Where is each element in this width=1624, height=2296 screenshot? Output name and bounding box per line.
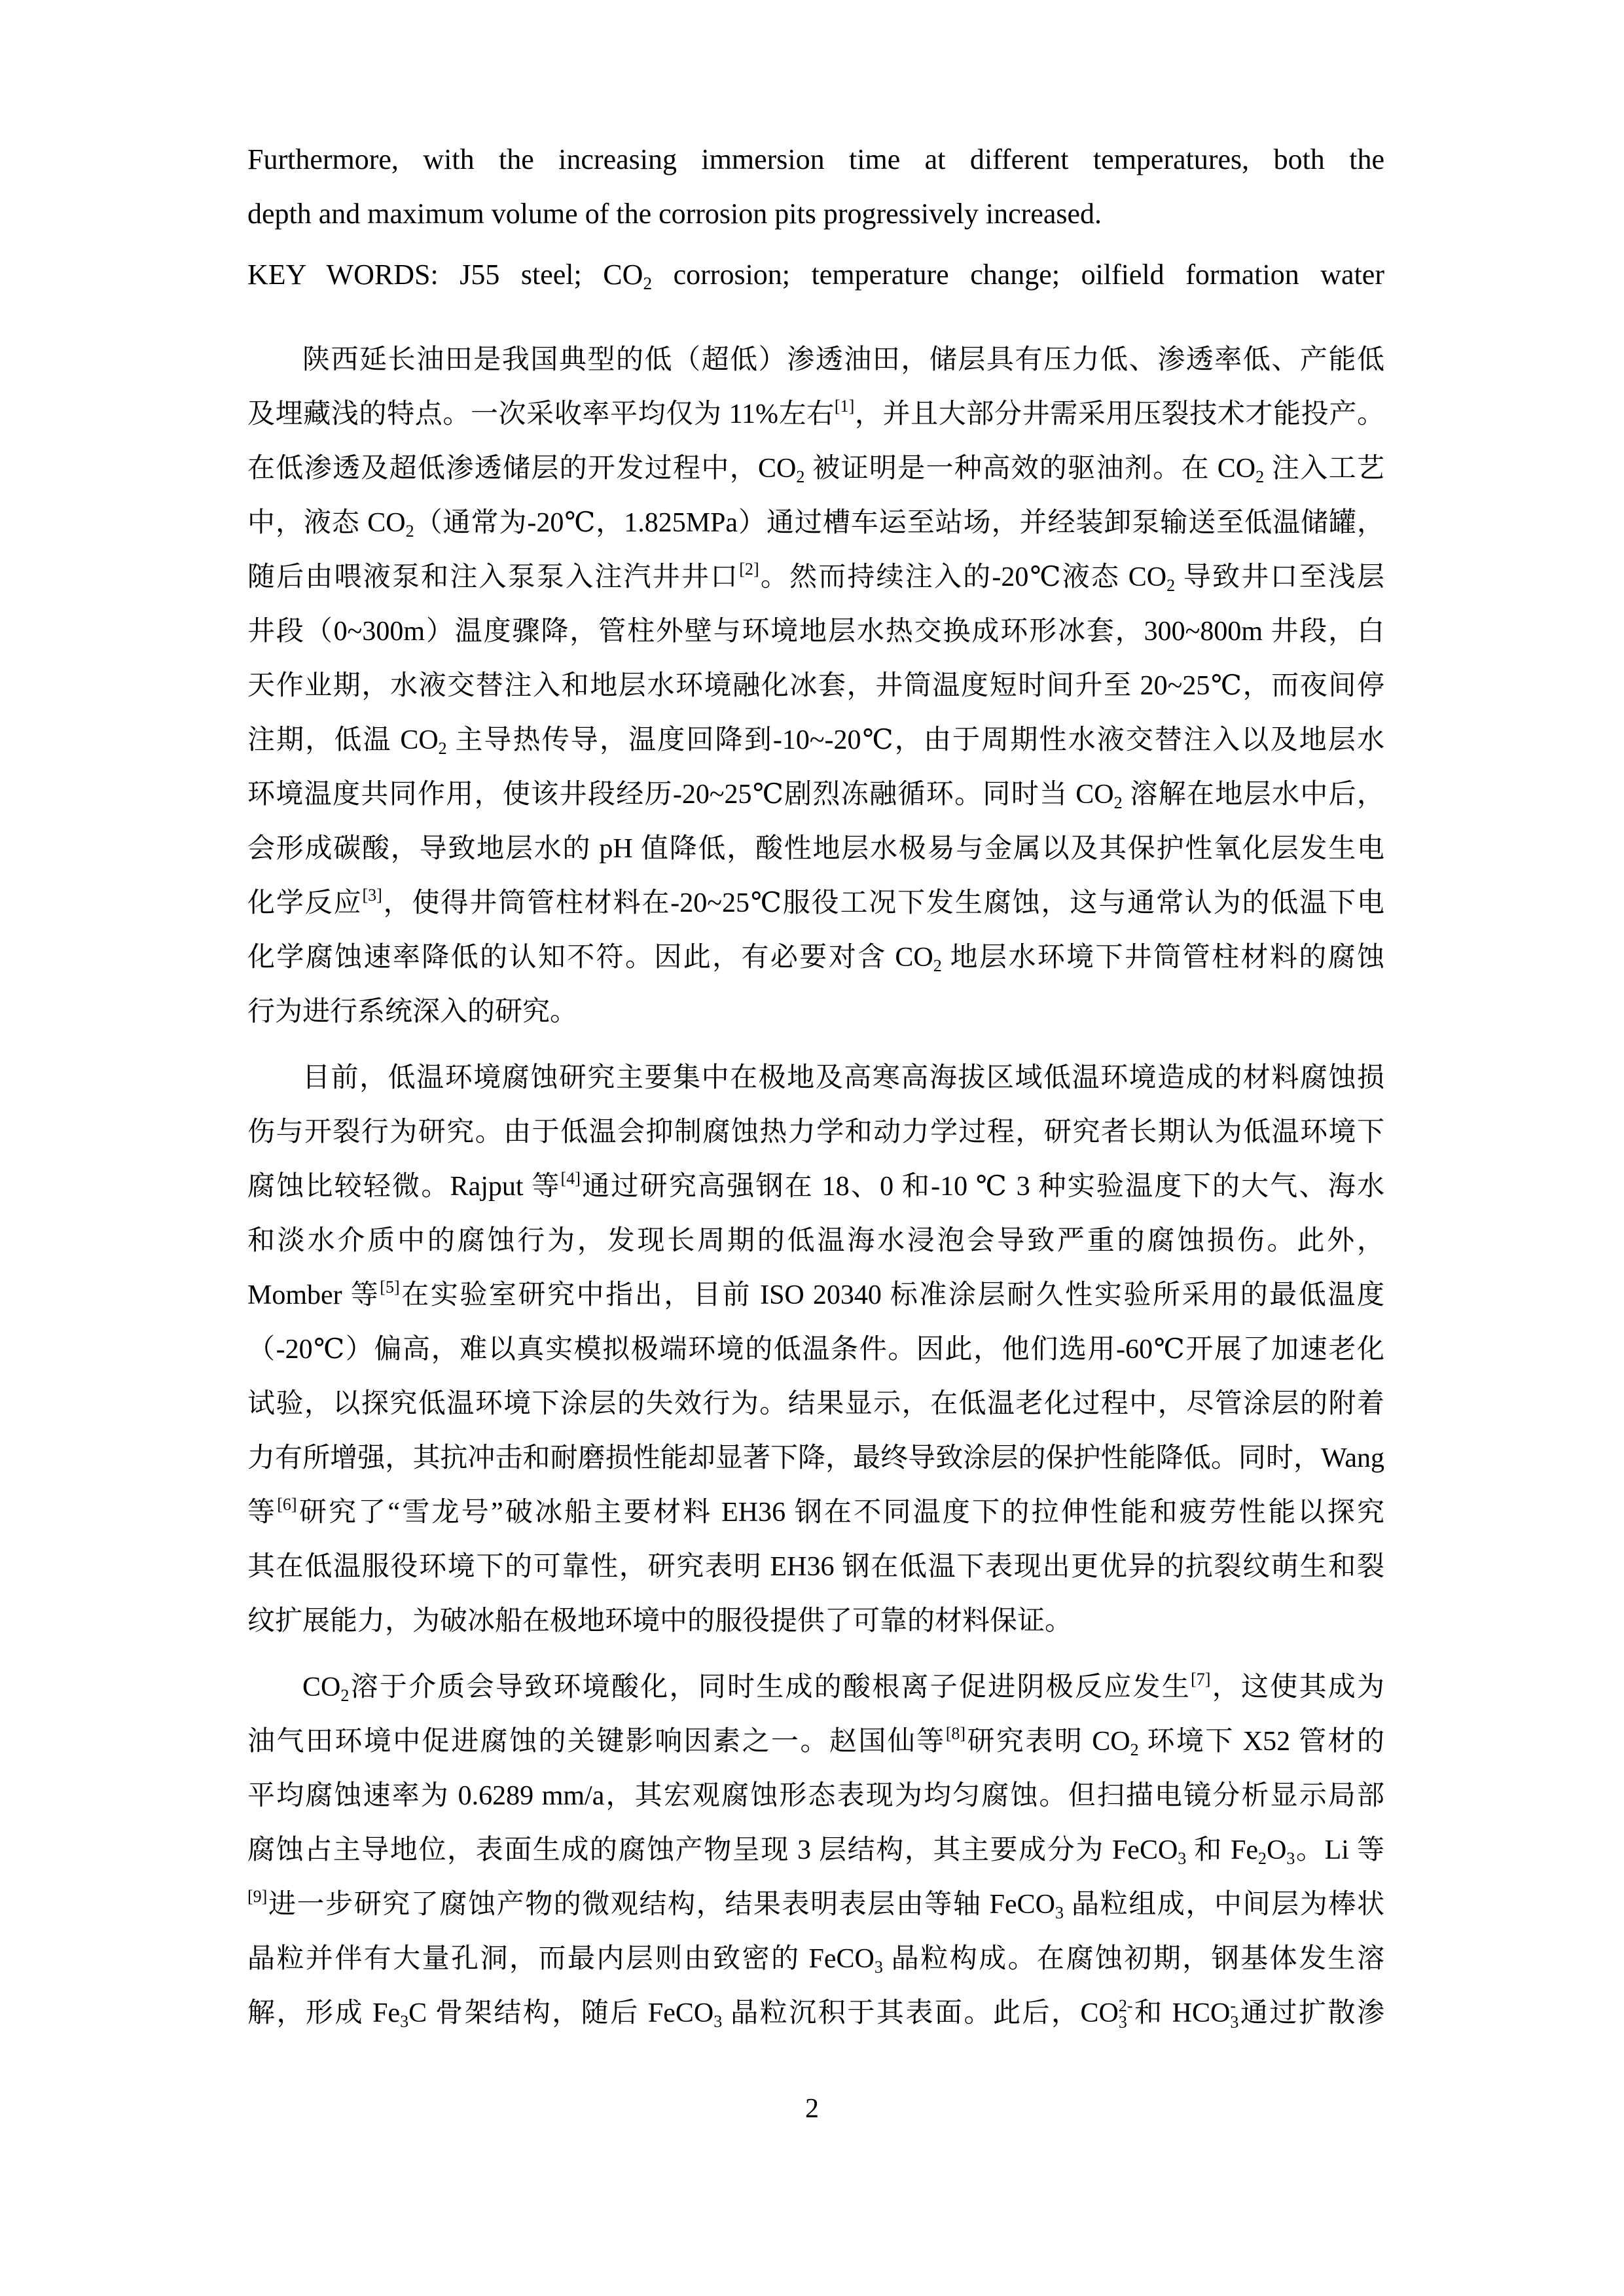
text-run: 被证明是一种高效的驱油剂。在 CO xyxy=(804,454,1256,484)
text-line xyxy=(247,1323,1384,1377)
text-run: CO xyxy=(302,1672,341,1702)
text-run: 及埋藏浅的特点。一次采收率平均仅为 11%左右 xyxy=(247,399,835,429)
text-run: 腐蚀比较轻微。Rajput 等 xyxy=(247,1172,561,1202)
text-line xyxy=(247,1268,1384,1323)
subscript: 2 xyxy=(796,467,805,486)
text-run: 井段（0~300m）温度骤降，管柱外壁与环境地层水热交换成环形冰套，300~800m 井段，白 xyxy=(247,617,1384,647)
subscript: 3 xyxy=(1286,1848,1295,1868)
text-run: 会形成碳酸，导致地层水的 pH 值降低，酸性地层水极易与金属以及其保护性氧化层发生电 xyxy=(247,834,1384,864)
citation-superscript: [1] xyxy=(834,397,855,416)
text-line xyxy=(247,442,1384,496)
text-run: depth and maximum volume of the corrosion pits progressively increased. xyxy=(247,198,1102,230)
text-run: ，这使其成为 xyxy=(1210,1672,1384,1702)
text-run: 。然而持续注入的-20℃液态 CO xyxy=(759,562,1167,592)
text-line xyxy=(247,496,1384,550)
superscript: - xyxy=(1230,1996,1236,2016)
text-run: 油气田环境中促进腐蚀的关键影响因素之一。赵国仙等 xyxy=(247,1727,946,1757)
text-line xyxy=(247,931,1384,985)
text-run: 腐蚀占主导地位，表面生成的腐蚀产物呈现 3 层结构，其主要成分为 FeCO xyxy=(247,1835,1178,1865)
citation-superscript: [7] xyxy=(1191,1670,1211,1689)
subscript: 2 xyxy=(1255,467,1265,486)
text-run: KEY WORDS: J55 steel; CO xyxy=(247,259,643,291)
citation-superscript: [8] xyxy=(945,1724,966,1744)
text-line xyxy=(247,1486,1384,1540)
text-run: 在实验室研究中指出，目前 ISO 20340 标准涂层耐久性实验所采用的最低温度 xyxy=(399,1280,1384,1310)
text-run: 陕西延长油田是我国典型的低（超低）渗透油田，储层具有压力低、渗透率低、产能低 xyxy=(302,345,1384,375)
subscript: 2 xyxy=(405,521,414,541)
subscript: 3 xyxy=(1230,2013,1239,2032)
citation-superscript: [9] xyxy=(247,1887,268,1907)
text-run: 晶粒并伴有大量孔洞，而最内层则由致密的 FeCO xyxy=(247,1944,875,1974)
text-line xyxy=(247,247,1384,302)
text-run: 行为进行系统深入的研究。 xyxy=(247,997,578,1027)
text-line xyxy=(247,1105,1384,1160)
subscript: 2 xyxy=(1113,793,1123,812)
subscript: 2 xyxy=(643,274,653,294)
citation-superscript: [5] xyxy=(380,1278,400,1297)
text-line xyxy=(247,1932,1384,1986)
text-line xyxy=(247,1377,1384,1431)
ion-charge-script xyxy=(1119,1998,1133,2030)
text-line xyxy=(247,1660,1384,1715)
text-run: 晶粒沉积于其表面。此后，CO xyxy=(722,1998,1119,2028)
text-run: 研究了“雪龙号”破冰船主要材料 EH36 钢在不同温度下的拉伸性能和疲劳性能以探究 xyxy=(297,1498,1384,1528)
subscript: 2 xyxy=(933,956,942,975)
text-run: 天作业期，水液交替注入和地层水环境融化冰套，井筒温度短时间升至 20~25℃，而夜间停 xyxy=(247,671,1384,701)
text-run: 进一步研究了腐蚀产物的微观结构，结果表明表层由等轴 FeCO xyxy=(267,1890,1056,1920)
superscript: 2- xyxy=(1118,1996,1133,2016)
text-run: 在低渗透及超低渗透储层的开发过程中，CO xyxy=(247,454,797,484)
text-line xyxy=(247,659,1384,713)
subscript: 3 xyxy=(1118,2013,1127,2032)
text-run: 随后由喂液泵和注入泵泵入注汽井井口 xyxy=(247,562,740,592)
body-paragraph xyxy=(247,1051,1384,1649)
citation-superscript: [2] xyxy=(739,560,759,579)
text-run: 溶解在地层水中后， xyxy=(1122,780,1384,810)
text-run: 研究表明 CO xyxy=(965,1727,1130,1757)
text-line xyxy=(247,333,1384,387)
text-line xyxy=(247,187,1384,241)
subscript: 2 xyxy=(1258,1848,1267,1868)
text-line xyxy=(247,1769,1384,1823)
text-line xyxy=(247,1823,1384,1878)
text-run: 纹扩展能力，为破冰船在极地环境中的服役提供了可靠的材料保证。 xyxy=(247,1606,1073,1636)
text-run: 晶粒组成，中间层为棒状 xyxy=(1064,1890,1384,1920)
subscript: 2 xyxy=(1130,1740,1139,1759)
subscript: 3 xyxy=(1178,1848,1187,1868)
text-run: （-20℃）偏高，难以真实模拟极端环境的低温条件。因此，他们选用-60℃开展了加速老化 xyxy=(247,1335,1384,1365)
text-line xyxy=(247,550,1384,605)
text-run: 解，形成 Fe xyxy=(247,1998,401,2028)
subscript: 2 xyxy=(1166,575,1176,595)
text-line xyxy=(247,1540,1384,1594)
text-run: 伤与开裂行为研究。由于低温会抑制腐蚀热力学和动力学过程，研究者长期认为低温环境下 xyxy=(247,1117,1384,1147)
subscript: 2 xyxy=(340,1685,350,1705)
body-paragraph xyxy=(247,1660,1384,2041)
text-run: （通常为-20℃，1.825MPa）通过槽车运至站场，并经装卸泵输送至低温储罐， xyxy=(414,508,1384,538)
body-text xyxy=(247,333,1384,2041)
text-run: 力有所增强，其抗冲击和耐磨损性能却显著下降，最终导致涂层的保护性能降低。同时，Wang xyxy=(247,1443,1384,1473)
text-run: 。Li 等 xyxy=(1295,1835,1384,1865)
text-run: ，使得井筒管柱材料在-20~25℃服役工况下发生腐蚀，这与通常认为的低温下电 xyxy=(382,888,1384,918)
text-run: 通过研究高强钢在 18、0 和-10 ℃ 3 种实验温度下的大气、海水 xyxy=(580,1172,1384,1202)
text-run: Furthermore, with the increasing immersion time at different temperatures, both the xyxy=(247,143,1384,175)
citation-superscript: [3] xyxy=(362,886,382,905)
text-run: corrosion; temperature change; oilfield formation water xyxy=(652,259,1384,291)
text-line xyxy=(247,985,1384,1039)
text-run: 导致井口至浅层 xyxy=(1175,562,1384,592)
text-run: 和淡水介质中的腐蚀行为，发现长周期的低温海水浸泡会导致严重的腐蚀损伤。此外， xyxy=(247,1226,1384,1256)
text-run: 目前，低温环境腐蚀研究主要集中在极地及高寒高海拔区域低温环境造成的材料腐蚀损 xyxy=(302,1063,1384,1093)
text-run: 注期，低温 CO xyxy=(247,725,439,755)
text-run: 主导热传导，温度回降到-10~-20℃，由于周期性水液交替注入以及地层水 xyxy=(446,725,1384,755)
text-line xyxy=(247,132,1384,187)
ion-charge-script xyxy=(1230,1998,1238,2030)
text-run: Momber 等 xyxy=(247,1280,380,1310)
text-line xyxy=(247,1594,1384,1649)
text-run: C 骨架结构，随后 FeCO xyxy=(408,1998,714,2028)
text-run: 中，液态 CO xyxy=(247,508,406,538)
subscript: 3 xyxy=(713,2011,723,2031)
text-line xyxy=(247,1431,1384,1486)
text-line xyxy=(247,768,1384,822)
subscript: 3 xyxy=(1055,1903,1064,1922)
text-run: 环境下 X52 管材的 xyxy=(1138,1727,1384,1757)
text-line xyxy=(247,822,1384,876)
body-paragraph xyxy=(247,333,1384,1039)
subscript: 3 xyxy=(400,2011,409,2031)
text-run: ，并且大部分井需采用压裂技术才能投产。 xyxy=(854,399,1384,429)
text-line xyxy=(247,876,1384,931)
abstract-continuation xyxy=(247,132,1384,241)
text-line xyxy=(247,1878,1384,1932)
keywords-line xyxy=(247,247,1384,302)
text-line xyxy=(247,1051,1384,1105)
text-run: 通过扩散渗 xyxy=(1238,1998,1384,2028)
text-run: O xyxy=(1267,1835,1287,1865)
text-line xyxy=(247,713,1384,768)
text-run: 等 xyxy=(247,1498,278,1528)
text-run: 和 HCO xyxy=(1132,1998,1231,2028)
text-line xyxy=(247,1986,1384,2041)
text-run: 试验，以探究低温环境下涂层的失效行为。结果显示，在低温老化过程中，尽管涂层的附着 xyxy=(247,1389,1384,1419)
citation-superscript: [6] xyxy=(277,1495,297,1515)
text-run: 地层水环境下井筒管柱材料的腐蚀 xyxy=(941,942,1384,973)
text-line xyxy=(247,605,1384,659)
text-run: 化学反应 xyxy=(247,888,363,918)
text-line xyxy=(247,1214,1384,1268)
subscript: 3 xyxy=(874,1957,883,1977)
text-run: 环境温度共同作用，使该井段经历-20~25℃剧烈冻融循环。同时当 CO xyxy=(247,780,1114,810)
text-run: 溶于介质会导致环境酸化，同时生成的酸根离子促进阴极反应发生 xyxy=(349,1672,1191,1702)
text-run: 晶粒构成。在腐蚀初期，钢基体发生溶 xyxy=(882,1944,1384,1974)
citation-superscript: [4] xyxy=(560,1169,581,1189)
text-run: 注入工艺 xyxy=(1264,454,1384,484)
text-line xyxy=(247,1715,1384,1769)
text-line xyxy=(247,387,1384,442)
subscript: 2 xyxy=(438,738,447,758)
text-run: 和 Fe xyxy=(1186,1835,1259,1865)
text-run: 化学腐蚀速率降低的认知不符。因此，有必要对含 CO xyxy=(247,942,933,973)
text-line xyxy=(247,1160,1384,1214)
text-run: 其在低温服役环境下的可靠性，研究表明 EH36 钢在低温下表现出更优异的抗裂纹萌生和裂 xyxy=(247,1552,1384,1582)
page-number: 2 xyxy=(805,2094,819,2124)
text-run: 平均腐蚀速率为 0.6289 mm/a，其宏观腐蚀形态表现为均匀腐蚀。但扫描电镜分析显示局部 xyxy=(247,1781,1384,1811)
